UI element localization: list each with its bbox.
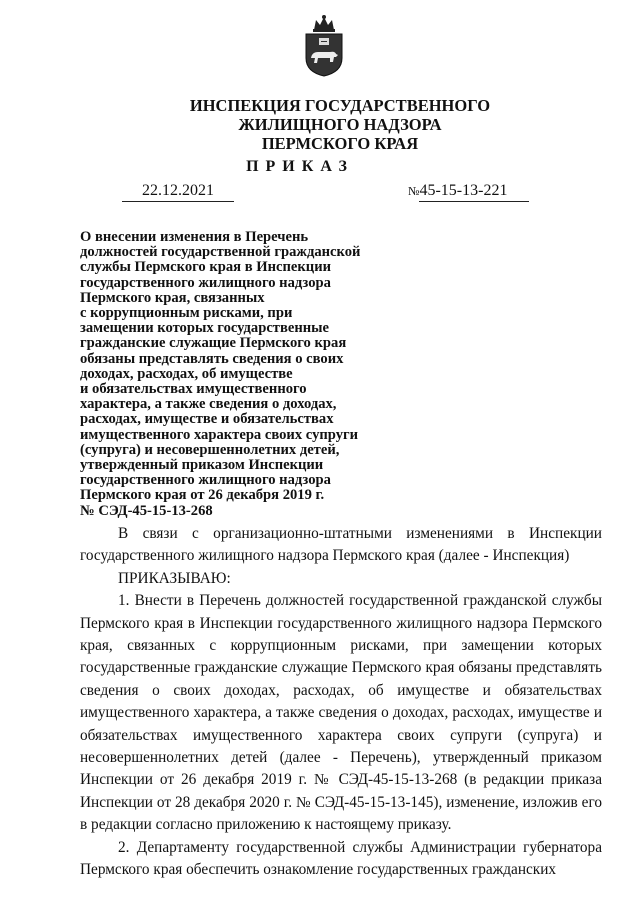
subject-line: утвержденный приказом Инспекции — [80, 457, 324, 474]
org-line: ЖИЛИЩНОГО НАДЗОРА — [238, 115, 442, 134]
intro-paragraph: В связи с организационно-штатными изменениями в Инспекции государственного жилищного надзора Пермского края (далее - Инспекция) — [80, 525, 602, 565]
order-word: ПРИКАЗЫВАЮ: — [118, 569, 231, 587]
subject-line: Пермского края от 26 декабря 2019 г. — [80, 487, 325, 504]
organization-name — [0, 96, 640, 153]
subject-line: с коррупционным рисками, при — [80, 305, 293, 322]
document-subject — [80, 230, 400, 519]
document-date: 22.12.2021 — [122, 182, 234, 202]
item-1-paragraph: 1. Внести в Перечень должностей государственной гражданской службы Пермского края в Инспекции государственного жилищного надзора Пермского края, связанных с коррупционным рисками, при замещении которых государственные гражданские служащие Пермского края обязаны представлять сведения о своих доходах, расходах, об имуществе и обязательствах имущественного характера, а также сведения о доходах, расходах, имуществе и обязательствах имущественного характера своих супруги (супруга) и несовершеннолетних детей (далее - Перечень), утвержденный приказом Инспекции от 26 декабря 2019 г. № СЭД-45-15-13-268 (в редакции приказа Инспекции от 28 декабря 2020 г. № СЭД-45-15-13-145), изменение, изложив его в редакции согласно приложению к настоящему приказу. — [80, 592, 602, 834]
subject-line: должностей государственной гражданской — [80, 244, 361, 261]
document-type-title: ПРИКАЗ — [246, 158, 354, 175]
subject-line: Пермского края, связанных — [80, 289, 265, 306]
subject-line: расходах, имуществе и обязательствах — [80, 411, 334, 428]
number-sign: № — [408, 184, 420, 198]
coat-of-arms-icon — [300, 14, 348, 78]
subject-line: доходах, расходах, об имуществе — [80, 365, 293, 382]
subject-line: О внесении изменения в Перечень — [80, 229, 309, 245]
subject-line: государственного жилищного надзора — [80, 274, 331, 291]
subject-line: государственного жилищного надзора — [80, 472, 331, 489]
subject-line: замещении которых государственные — [80, 320, 330, 337]
item-2-paragraph: 2. Департаменту государственной службы Администрации губернатора Пермского края обеспечить ознакомление государственных гражданских — [80, 838, 602, 879]
subject-line: службы Пермского края в Инспекции — [80, 259, 332, 276]
org-line: ИНСПЕКЦИЯ ГОСУДАРСТВЕННОГО — [189, 96, 491, 115]
document-number-block — [408, 182, 529, 202]
org-line: ПЕРМСКОГО КРАЯ — [261, 134, 419, 153]
subject-line: (супруга) и несовершеннолетних детей, — [80, 441, 340, 458]
perm-krai-coat-of-arms-emblem — [300, 14, 348, 78]
subject-line: обязаны представлять сведения о своих — [80, 350, 344, 367]
subject-line: и обязательствах имущественного — [80, 381, 307, 398]
subject-line: № СЭД-45-15-13-268 — [80, 502, 213, 519]
subject-line: имущественного характера своих супруги — [80, 426, 359, 443]
subject-line: гражданские служащие Пермского края — [80, 335, 347, 352]
document-body — [80, 523, 602, 882]
subject-line: характера, а также сведения о доходах, — [80, 396, 337, 413]
document-number: 45-15-13-221 — [419, 182, 529, 202]
